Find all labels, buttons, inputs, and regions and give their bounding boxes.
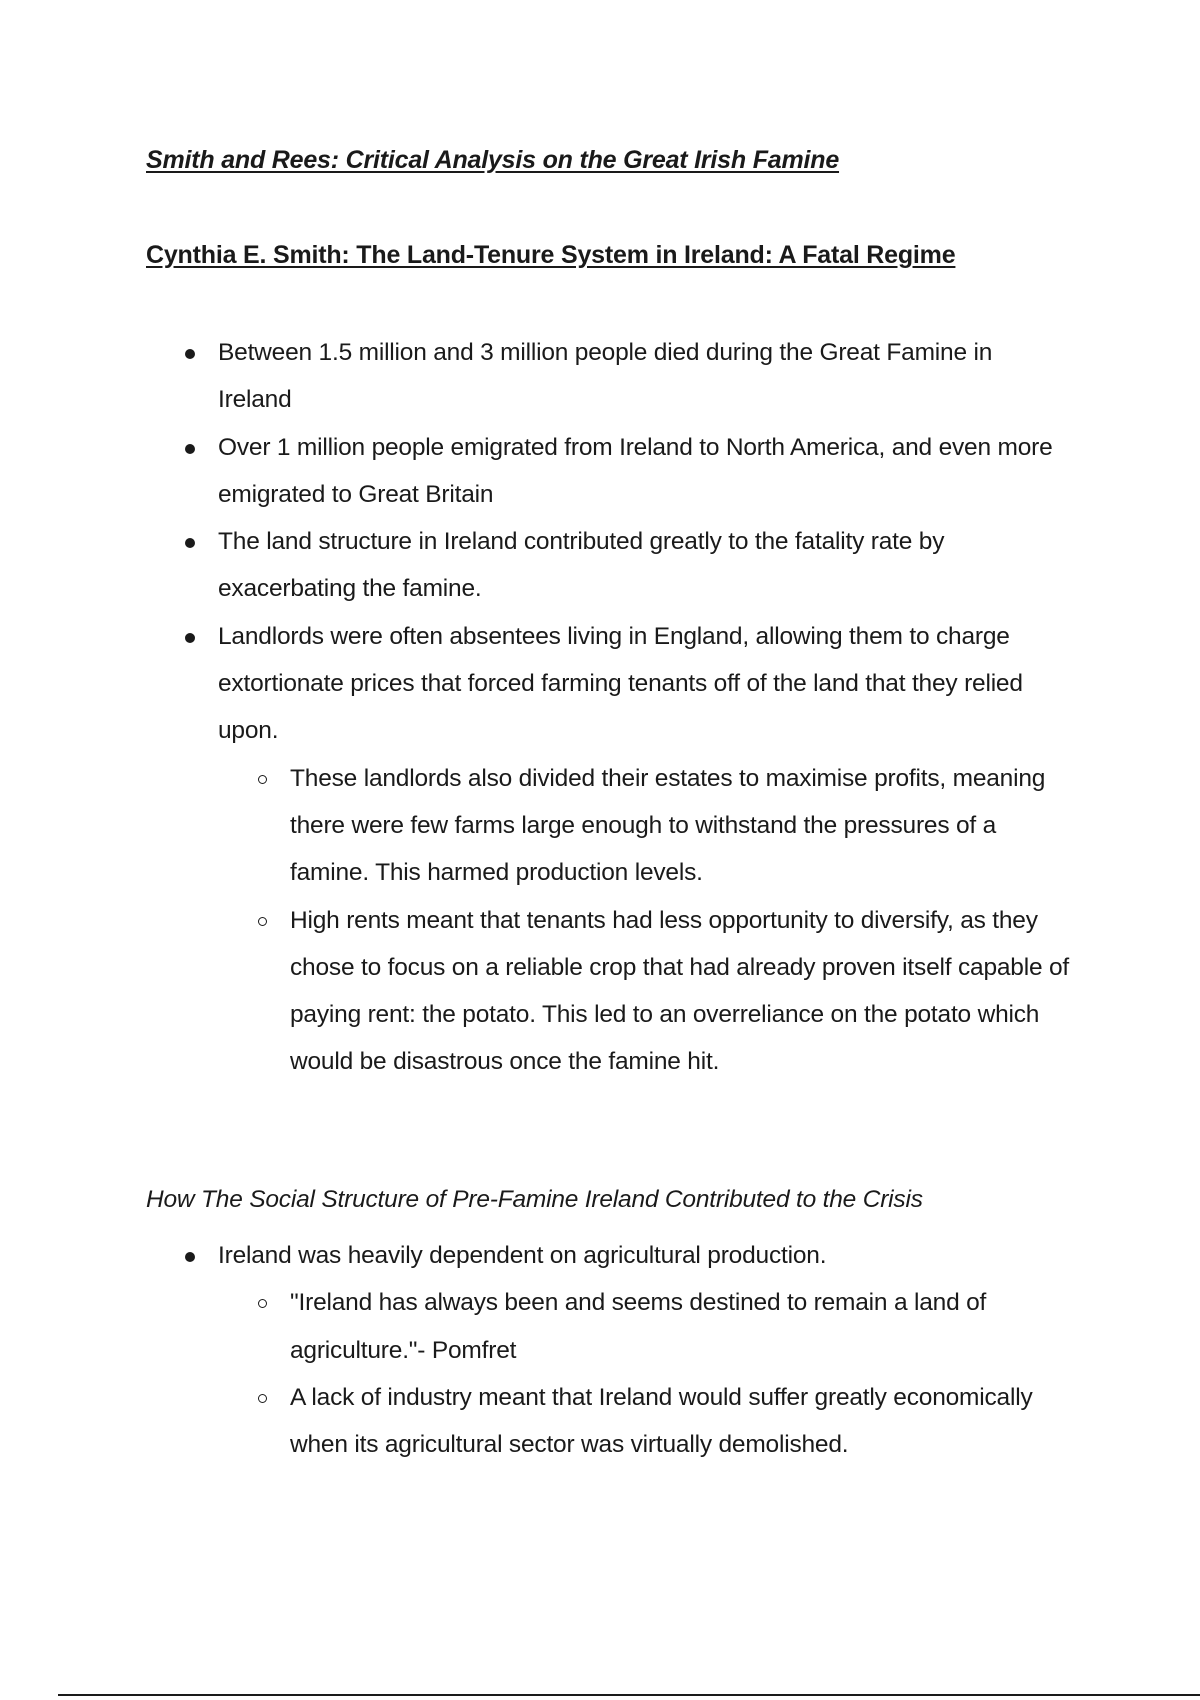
list-item [0,1232,1058,1468]
sub-list-item-text: "Ireland has always been and seems destined to remain a land of agriculture."- Pomfret [290,1289,987,1364]
bullet-list [0,329,1200,1086]
sub-bullet-list [218,1279,1058,1468]
list-item-text: Landlords were often absentees living in England, allowing them to charge extortionate prices that forced farming tenants off of the land that they relied upon. [218,622,1023,745]
bullet-icon [185,1252,195,1262]
sub-list-item-text: A lack of industry meant that Ireland would suffer greatly economically when its agricultural sector was virtually demolished. [290,1383,1033,1459]
hollow-bullet-icon [258,1394,267,1403]
list-item-text: Ireland was heavily dependent on agricultural production. [218,1242,827,1269]
hollow-bullet-icon [258,1299,267,1308]
page-divider [58,1694,1200,1696]
sub-list-item [218,897,1070,1086]
subsection-heading: How The Social Structure of Pre-Famine Ireland Contributed to the Crisis [146,1186,923,1213]
bullet-list [0,1232,1200,1468]
sub-list-item-text: High rents meant that tenants had less opportunity to diversify, as they chose to focus on a reliable crop that had already proven itself capable of paying rent: the potato. This led to an overreliance on the potato which would be disastrous once the famine hit. [290,906,1070,1076]
list-item [0,329,1058,424]
list-item [0,518,1058,613]
bullet-icon [185,349,195,359]
list-item-text: Between 1.5 million and 3 million people died during the Great Famine in Ireland [218,339,993,414]
sub-list-item-text: These landlords also divided their estates to maximise profits, meaning there were few farms large enough to withstand the pressures of a famine. This harmed production levels. [290,764,1046,887]
document-title: Smith and Rees: Critical Analysis on the Great Irish Famine [146,146,840,174]
sub-list-item [218,1279,1070,1374]
list-item [0,613,1070,1086]
sub-list-item [218,1374,1070,1469]
bullet-icon [185,444,195,454]
sub-list-item [218,755,1070,897]
bullet-icon [185,538,195,548]
list-item-text: The land structure in Ireland contributed greatly to the fatality rate by exacerbating the famine. [218,528,945,603]
sub-bullet-list [218,755,1070,1086]
section-heading: Cynthia E. Smith: The Land-Tenure System in Ireland: A Fatal Regime [146,241,956,269]
hollow-bullet-icon [258,917,267,926]
hollow-bullet-icon [258,775,267,784]
list-item-text: Over 1 million people emigrated from Ireland to North America, and even more emigrated to Great Britain [218,433,1053,508]
list-item [0,424,1058,519]
bullet-icon [185,633,195,643]
